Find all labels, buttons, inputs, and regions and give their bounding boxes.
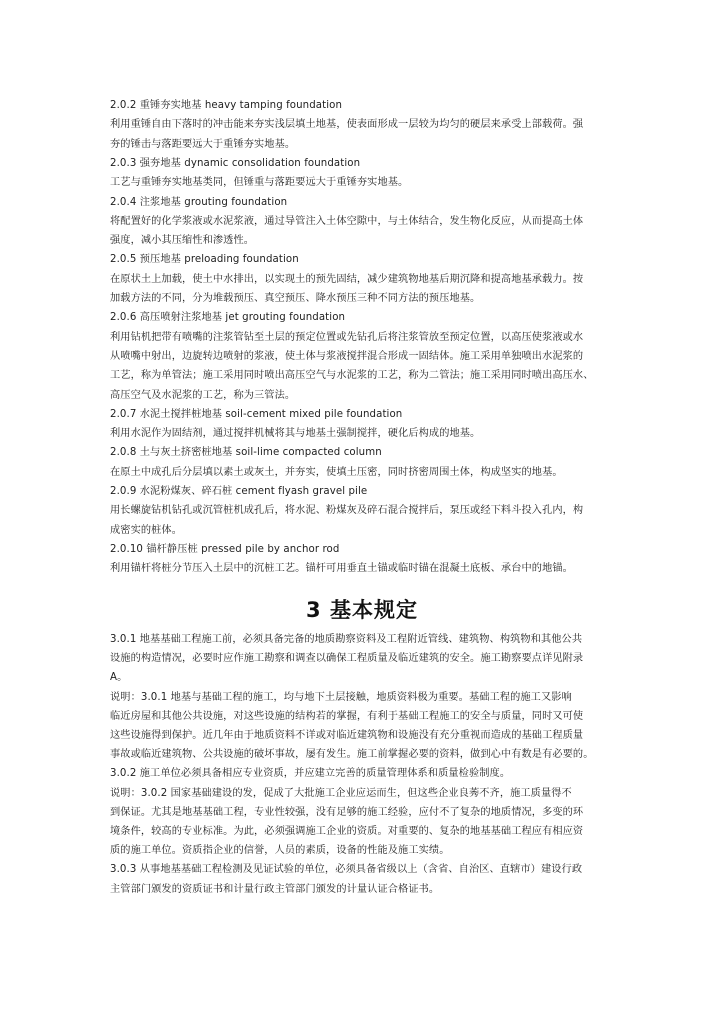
term-heading: 2.0.9 水泥粉煤灰、碎石桩 cement flyash gravel pile xyxy=(110,486,368,497)
term-definition-line: 从喷嘴中射出，边旋转边喷射的浆液，使土体与浆液搅拌混合形成一固结体。施工采用单独喷出水泥浆的 xyxy=(110,350,584,362)
term-heading: 2.0.4 注浆地基 grouting foundation xyxy=(110,196,288,208)
clause-line: 主管部门颁发的资质证书和计量行政主管部门颁发的计量认证合格证书。 xyxy=(110,883,440,895)
term-heading: 2.0.2 重锤夯实地基 heavy tamping foundation xyxy=(110,100,343,111)
term-definition-line: 工艺，称为单管法；施工采用同时喷出高压空气与水泥浆的工艺，称为二管法；施工采用同时喷出高压水、 xyxy=(110,370,594,382)
clause-line: 临近房屋和其他公共设施，对这些设施的结构若的掌握，有利于基础工程施工的安全与质量，同时又可使 xyxy=(110,710,584,722)
term-definition-line: 夯的锤击与落距要远大于重锤夯实地基。 xyxy=(110,138,296,150)
clause-line: 到保证。尤其是地基基础工程，专业性较强，没有足够的施工经验，应付不了复杂的地质情况，多变的环 xyxy=(110,806,584,818)
clause-line: 境条件，较高的专业标准。为此，必须强调施工企业的资质。对重要的、复杂的地基基础工程应有相应资 xyxy=(110,826,584,837)
term-definition-line: 将配置好的化学浆液或水泥浆液，通过导管注入土体空隙中，与土体结合，发生物化反应，从而提高土体 xyxy=(110,215,584,227)
clause-line: 事故或临近建筑物、公共设施的破坏事故，屡有发生。施工前掌握必要的资料，做到心中有数是有必要的。 xyxy=(110,749,594,761)
clause-line: 3.0.1 地基基础工程施工前，必须具备完备的地质勘察资料及工程附近管线、建筑物、构筑物和其他公共 xyxy=(110,634,583,645)
term-definition-line: 高压空气及水泥浆的工艺，称为三管法。 xyxy=(110,389,296,401)
term-definition-line: 强度，减小其压缩性和渗透性。 xyxy=(110,235,255,247)
term-heading: 2.0.7 水泥土搅拌桩地基 soil-cement mixed pile foundation xyxy=(110,408,403,420)
term-heading: 2.0.6 高压喷射注浆地基 jet grouting foundation xyxy=(110,312,346,324)
clause-line: 这些设施得到保护。近几年由于地质资料不详或对临近建筑物和设施没有充分重视而造成的基础工程质量 xyxy=(110,730,584,741)
term-definition-line: 利用水泥作为固结剂，通过搅拌机械将其与地基土强制搅拌，硬化后构成的地基。 xyxy=(110,428,481,440)
term-heading: 2.0.5 预压地基 preloading foundation xyxy=(110,254,299,266)
term-definition-line: 成密实的桩体。 xyxy=(110,524,183,536)
term-heading: 2.0.3 强夯地基 dynamic consolidation foundation xyxy=(110,157,361,169)
term-definition-line: 用长螺旋钻机钻孔或沉管桩机成孔后，将水泥、粉煤灰及碎石混合搅拌后，泵压或经下料斗投入孔内，构 xyxy=(110,505,584,517)
term-heading: 2.0.10 锚杆静压桩 pressed pile by anchor rod xyxy=(110,543,340,555)
clause-line: 设施的构造情况，必要时应作施工勘察和调查以确保工程质量及临近建筑的安全。施工勘察要点详见附录 xyxy=(110,653,584,665)
term-definition-line: 利用重锤自由下落时的冲击能来夯实浅层填土地基，使表面形成一层较为均匀的硬层来承受上部载荷。强 xyxy=(110,119,584,131)
term-heading: 2.0.8 土与灰土挤密桩地基 soil-lime compacted column xyxy=(110,447,382,459)
clause-line: A。 xyxy=(110,672,128,684)
term-definition-line: 加载方法的不同，分为堆载预压、真空预压、降水预压三种不同方法的预压地基。 xyxy=(110,293,481,304)
term-definition-line: 在原土中成孔后分层填以素土或灰土，并夯实，使填土压密，同时挤密周围土体，构成坚实的地基。 xyxy=(110,466,563,478)
clause-line: 质的施工单位。资质指企业的信誉，人员的素质，设备的性能及施工实绩。 xyxy=(110,845,450,857)
chapter-title: 3 基本规定 xyxy=(306,598,418,622)
clause-line: 说明：3.0.1 地基与基础工程的施工，均与地下土层接触，地质资料极为重要。基础工程的施工又影响 xyxy=(110,691,572,703)
term-definition-line: 工艺与重锤夯实地基类同，但锤重与落距要远大于重锤夯实地基。 xyxy=(110,177,409,189)
clause-line: 3.0.3 从事地基基础工程检测及见证试验的单位，必须具备省级以上（含省、自治区、直辖市）建设行政 xyxy=(110,864,583,876)
term-definition-line: 在原状土上加载，使土中水排出，以实现土的预先固结，减少建筑物地基后期沉降和提高地基承载力。按 xyxy=(110,273,584,285)
clause-line: 说明：3.0.2 国家基础建设的发，促成了大批施工企业应运而生，但这些企业良莠不齐，施工质量得不 xyxy=(110,787,572,799)
clause-line: 3.0.2 施工单位必须具备相应专业资质，并应建立完善的质量管理体系和质量检验制度。 xyxy=(110,768,511,780)
term-definition-line: 利用钻机把带有喷嘴的注浆管钻至土层的预定位置或先钻孔后将注浆管放至预定位置，以高压使浆液或水 xyxy=(110,331,584,343)
term-definition-line: 利用锚杆将桩分节压入土层中的沉桩工艺。锚杆可用垂直土锚或临时锚在混凝土底板、承台中的地锚。 xyxy=(110,563,573,575)
